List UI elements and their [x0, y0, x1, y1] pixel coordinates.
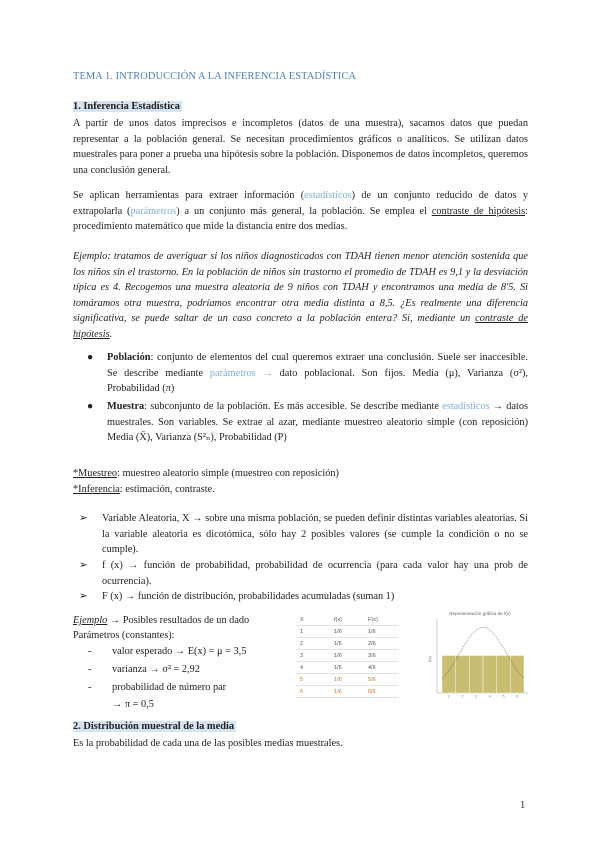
- table-row: 2 1/6 2/6: [296, 638, 398, 650]
- page-title: TEMA 1. INTRODUCCIÓN A LA INFERENCIA ESTADÍSTICA: [73, 71, 357, 82]
- arrow-marker: ➢: [79, 591, 88, 602]
- dash-marker: -: [88, 646, 92, 657]
- section-2-text: Es la probabilidad de cada una de las posibles medias muestrales.: [73, 738, 343, 749]
- chart-bar: [497, 655, 511, 693]
- chart-title: Representación gráfica de f(x): [449, 611, 511, 616]
- chart-tick-label: 3: [475, 694, 478, 699]
- table-header: X: [296, 614, 330, 626]
- chart-tick-label: 4: [488, 694, 491, 699]
- table-header: f(x): [330, 614, 364, 626]
- chart-bar: [483, 655, 497, 693]
- arrow-marker: ➢: [79, 513, 88, 524]
- note-muestreo: *Muestreo: muestreo aleatorio simple (muestreo con reposición): [73, 468, 339, 479]
- param-expected-value: valor esperado → E(x) = μ = 3,5: [112, 646, 247, 657]
- param-even-probability: probabilidad de número par: [112, 682, 227, 693]
- note-inferencia: *Inferencia: estimación, contraste.: [73, 484, 215, 495]
- intro-paragraph: A partir de unos datos imprecisos e incompletos (datos de una muestra), sacamos datos que puedan representar a la población general. Se necesitan procedimientos gráficos o analíticos. Se utilizan datos muestrales para poner a prueba una hipótesis sobre la población. Disponemos de datos incompletos, queremos una conclusión general.: [73, 118, 528, 176]
- param-even-probability-value: → π = 0,5: [112, 699, 154, 710]
- table-header-row: [296, 614, 398, 626]
- table-row: 1 1/6 1/6: [296, 626, 398, 638]
- parametros-term: parámetros: [130, 205, 177, 217]
- chart-bars: [442, 655, 524, 693]
- chart-x-ticks: [448, 695, 518, 699]
- chart-tick-label: 1: [447, 694, 450, 699]
- chart-bar: [469, 655, 483, 693]
- bullet-marker: ●: [87, 352, 94, 363]
- tools-paragraph: Se aplican herramientas para extraer información (estadísticos) de un conjunto reducido de datos y extrapolarla (parámetros) a un conjunto más general, la población. Se emplea el contraste de hipótesis: procedimiento matemático que mide la distancia entre dos medias.: [73, 190, 528, 233]
- chart-ylabel: f(x): [427, 656, 432, 662]
- page-number: 1: [520, 800, 526, 811]
- contraste-term: contraste de hipótesis: [431, 205, 526, 217]
- dice-probability-table: [296, 614, 398, 698]
- bullet-muestra: ● Muestra: subconjunto de la población. Es más accesible. Se describe mediante estadísticos → datos muestrales. Son variables. Se extrae al azar, mediante muestreo aleatorio simple (con reposición) Media (X̄), Varianza (S²ₙ), Probabilidad (P): [87, 401, 529, 444]
- dash-marker: -: [88, 664, 92, 675]
- arrow-marker: ➢: [79, 560, 88, 571]
- bullet-marker: ●: [87, 401, 94, 412]
- dice-distribution-chart: [428, 609, 532, 699]
- table-row: 6 1/6 6/6: [296, 686, 398, 698]
- table-row: 4 1/6 4/6: [296, 662, 398, 674]
- example-contraste-term: contraste de hipótesis: [73, 313, 528, 340]
- bullet-poblacion: ● Población: conjunto de elementos del cual queremos extraer una conclusión. Suele ser inaccesible. Se describe mediante parámetros → dato poblacional. Son fijos. Media (μ), Varianza (σ²), Probabilidad (π): [87, 352, 528, 395]
- chart-bar: [442, 655, 456, 693]
- table-row: 3 1/6 3/6: [296, 650, 398, 662]
- param-variance: varianza → σ² = 2,92: [112, 664, 200, 675]
- arrow-item-funcion-probabilidad: ➢ f (x) → función de probabilidad, probabilidad de ocurrencia (para cada valor hay una prob de ocurrencia).: [79, 560, 528, 587]
- params-label: Parámetros (constantes):: [73, 630, 175, 641]
- arrow-item-funcion-distribucion: ➢ F (x) → función de distribución, probabilidades acumuladas (suman 1): [79, 589, 528, 605]
- table-header: F(x): [364, 614, 398, 626]
- dice-example-heading: Ejemplo → Posibles resultados de un dado: [73, 615, 250, 626]
- table-row: 5 1/6 5/6: [296, 674, 398, 686]
- chart-bar: [510, 655, 524, 693]
- example-paragraph: Ejemplo: tratamos de averiguar si los niños diagnosticados con TDAH tienen menor atención sostenida que los niños sin el trastorno. En la población de niños sin trastorno el promedio de TDAH es 9,1 y la desviación típica es 4. Recogemos una muestra aleatoria de 9 niños con TDAH y encontramos una media de 8'5. Si tomáramos otra muestra, podríamos encontrar otra media distinta a 8,5. ¿Es realmente una diferencia significativa, se puede saltar de un caso concreto a la población entera? Sí, mediante un contraste de hipótesis.: [73, 251, 528, 340]
- chart-bar: [456, 655, 470, 693]
- chart-tick-label: 2: [461, 694, 464, 699]
- dash-marker: -: [88, 682, 92, 693]
- estadisticos-term: estadísticos: [304, 190, 352, 201]
- section-2-heading: 2. Distribución muestral de la media: [73, 721, 235, 732]
- chart-tick-label: 6: [516, 694, 519, 699]
- section-1-heading: 1. Inferencia Estadística: [73, 101, 180, 112]
- chart-tick-label: 5: [502, 694, 505, 699]
- arrow-item-variable-aleatoria: ➢ Variable Aleatoria, X → sobre una misma población, se pueden definir distintas variables aleatorias. Si la variable aleatoria es dicotómica, sólo hay 2 posibles valores (se cumple la condición o no se cumple).: [79, 513, 528, 556]
